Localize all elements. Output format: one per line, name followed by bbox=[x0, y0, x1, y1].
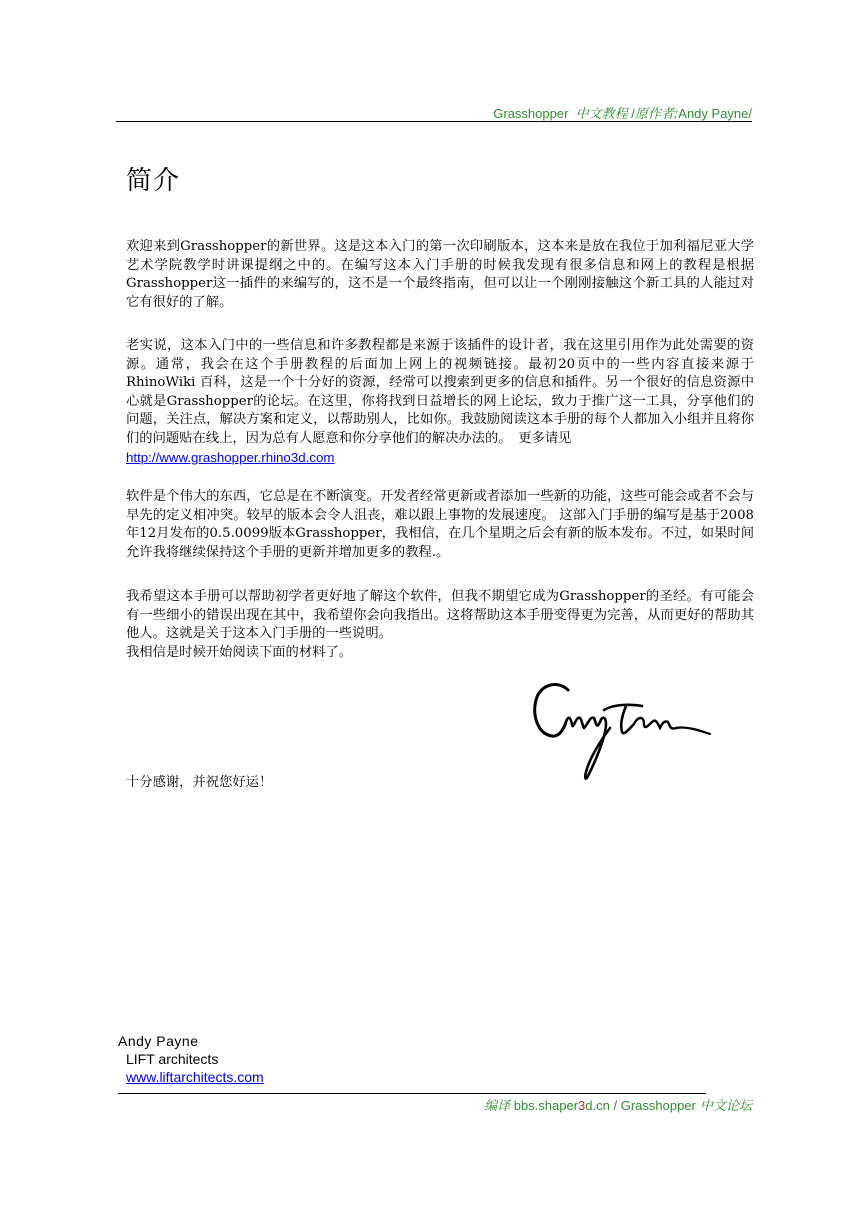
header-author: Andy Payne/ bbox=[678, 106, 752, 121]
footer-site-a: bbs.shaper bbox=[510, 1098, 579, 1113]
paragraph-intro: 欢迎来到Grasshopper的新世界。这是这本入门的第一次印刷版本，这本来是放在我位于加利福尼亚大学艺术学院教学时讲课提纲之中的。在编写这本入门手册的时候我发现有很多信息和网上的教程是根据Grasshopper这一插件的来编写的，这不是一个最终指南，但可以让一个刚刚接触这个新工具的人能过对它有很好的了解。 bbox=[126, 239, 754, 310]
footer-rule bbox=[118, 1093, 706, 1094]
paragraph-sources bbox=[126, 337, 754, 467]
header-rule bbox=[116, 121, 752, 122]
author-block bbox=[118, 1032, 264, 1086]
signature-image bbox=[530, 676, 715, 786]
paragraph-hope-text: 我希望这本手册可以帮助初学者更好地了解这个软件，但我不期望它成为Grasshopper的圣经。有可能会有一些细小的错误出现在其中，我希望你会向我指出。这将帮助这本手册变得更为完善，从而更好的帮助其他人。这就是关于这本入门手册的一些说明。 bbox=[126, 589, 754, 642]
paragraph-hope bbox=[126, 588, 754, 662]
running-header bbox=[493, 103, 752, 122]
page-title: 简介 bbox=[126, 166, 181, 196]
grasshopper-link[interactable]: http://www.grashopper.rhino3d.com bbox=[126, 449, 335, 465]
paragraph-sources-text: 老实说，这本入门中的一些信息和许多教程都是来源于该插件的设计者，我在这里引用作为此处需要的资源。通常，我会在这个手册教程的后面加上网上的视频链接。最初20页中的一些内容直接来源于RhinoWiki 百科，这是一个十分好的资源，经常可以搜索到更多的信息和插件。另一个很好的信息资源中心就是Grasshopper的论坛。在这里，你将找到日益增长的网上论坛，致力于推广这一工具，分享他们的问题，关注点，解决方案和定义，以帮助别人，比如你。我鼓励阅读这本手册的每个人都加入小组并且将你们的问题贴在线上，因为总有人愿意和你分享他们的解决办法的。 更多请见 bbox=[126, 338, 754, 446]
author-name: Andy Payne bbox=[118, 1033, 199, 1049]
closing-thanks: 十分感谢，并祝您好运！ bbox=[126, 775, 273, 790]
author-website-link[interactable]: www.liftarchitects.com bbox=[126, 1069, 264, 1085]
header-subtitle: 中文教程 bbox=[575, 107, 628, 122]
footer-forum: 中文论坛 bbox=[695, 1099, 752, 1114]
header-app: Grasshopper bbox=[493, 106, 569, 121]
header-author-label: 原作者: bbox=[634, 107, 679, 122]
footer-site-b: 3 bbox=[578, 1098, 586, 1113]
footer-label: 编译 bbox=[484, 1099, 511, 1114]
author-firm: LIFT architects bbox=[126, 1051, 219, 1067]
footer-site-c: d.cn / bbox=[585, 1098, 621, 1113]
footer-app: Grasshopper bbox=[620, 1098, 696, 1113]
paragraph-hope-last: 我相信是时候开始阅读下面的材料了。 bbox=[126, 644, 353, 660]
running-footer bbox=[484, 1095, 752, 1114]
paragraph-software: 软件是个伟大的东西，它总是在不断演变。开发者经常更新或者添加一些新的功能，这些可能会或者不会与早先的定义相冲突。较早的版本会令人沮丧，难以跟上事物的发展速度。 这部入门手册的编写是基于2008年12月发布的0.5.0099版本Grasshopper，我相信，在几个星期之后会有新的版本发布。不过，如果时间允许我将继续保持这个手册的更新并增加更多的教程.。 bbox=[126, 489, 754, 560]
header-sep: / bbox=[627, 106, 635, 121]
